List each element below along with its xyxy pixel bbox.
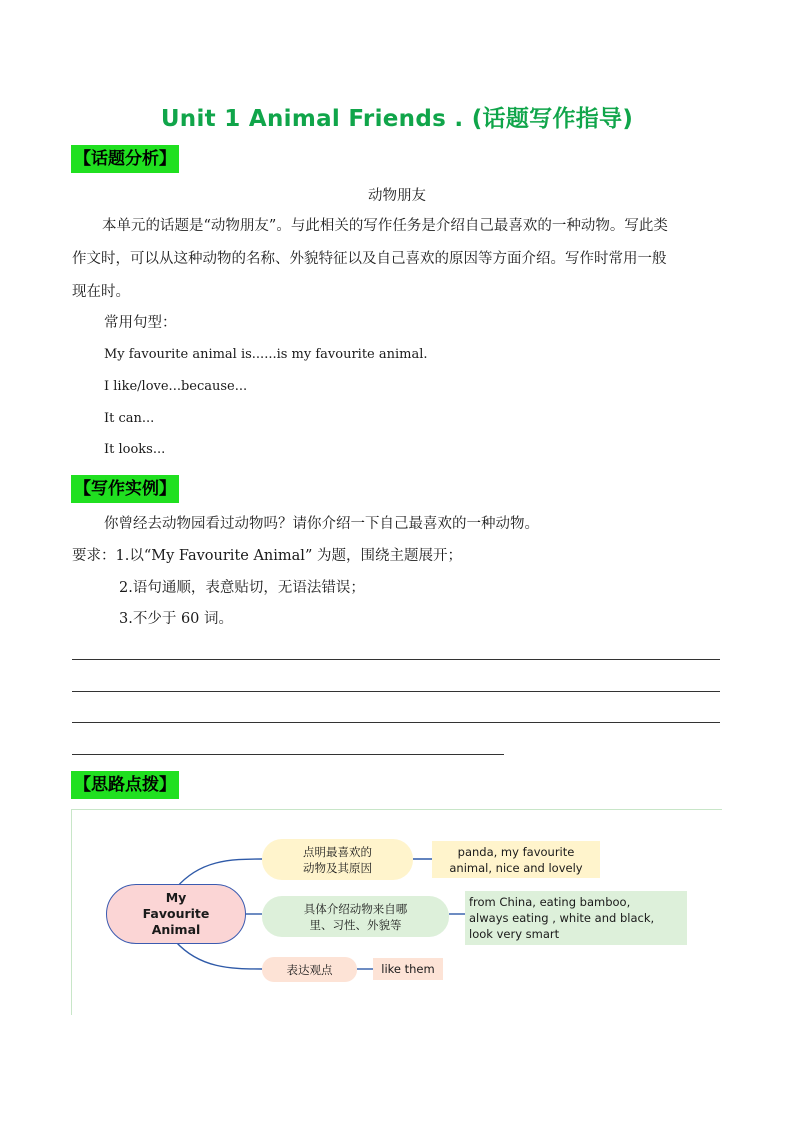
center-label-line-1: My	[165, 890, 187, 905]
section-badge-analysis: 【话题分析】	[71, 145, 179, 173]
requirement-3: 3.不少于 60 词。	[119, 611, 234, 627]
leaf-label-line: animal, nice and lovely	[449, 860, 583, 875]
analysis-paragraph-line-2: 作文时，可以从这种动物的名称、外貌特征以及自己喜欢的原因等方面介绍。写作时常用一般	[72, 251, 667, 267]
center-label-line-3: Animal	[151, 922, 201, 937]
mindmap-center-node	[106, 884, 246, 944]
pattern-item: It can...	[104, 411, 155, 426]
center-label-line-2: Favourite	[142, 906, 210, 921]
leaf-label-line: panda, my favourite	[457, 844, 575, 859]
patterns-label: 常用句型：	[104, 315, 177, 331]
leaf-label-line: like them	[381, 962, 435, 976]
branch-label-line: 具体介绍动物来自哪	[303, 901, 408, 916]
pattern-item: I like/love...because...	[104, 379, 248, 394]
analysis-paragraph-line-3: 现在时。	[72, 284, 130, 300]
leaf-label-line: look very smart	[469, 927, 560, 941]
branch-label-line: 点明最喜欢的	[303, 844, 372, 859]
section-badge-example: 【写作实例】	[71, 475, 179, 503]
leaf-label-line: from China, eating bamboo,	[469, 895, 631, 909]
section-badge-tips: 【思路点拨】	[71, 771, 179, 799]
analysis-subtitle: 动物朋友	[368, 188, 426, 204]
mindmap-branch-reason	[262, 839, 413, 880]
leaf-label-line: always eating , white and black,	[469, 911, 655, 925]
mindmap-branch-opinion	[262, 957, 357, 982]
example-prompt: 你曾经去动物园看过动物吗？请你介绍一下自己最喜欢的一种动物。	[104, 516, 539, 532]
mindmap-leaf-opinion	[373, 958, 443, 980]
mindmap-branch-details	[262, 896, 449, 937]
requirement-2: 2.语句通顺，表意贴切，无语法错误；	[119, 580, 365, 596]
branch-label-line: 动物及其原因	[303, 860, 372, 875]
pattern-item: My favourite animal is......is my favourite animal.	[104, 347, 428, 362]
analysis-paragraph-line-1: 本单元的话题是“动物朋友”。与此相关的写作任务是介绍自己最喜欢的一种动物。写此类	[102, 218, 668, 234]
branch-label-line: 里、习性、外貌等	[309, 917, 402, 932]
branch-label-line: 表达观点	[286, 962, 333, 977]
mindmap-leaf-reason	[432, 841, 600, 878]
pattern-item: It looks...	[104, 442, 166, 457]
page-title: Unit 1 Animal Friends . (话题写作指导)	[160, 106, 634, 132]
requirement-1: 要求：1.以“My Favourite Animal” 为题，围绕主题展开；	[72, 548, 462, 564]
mindmap-leaf-details	[465, 891, 687, 945]
